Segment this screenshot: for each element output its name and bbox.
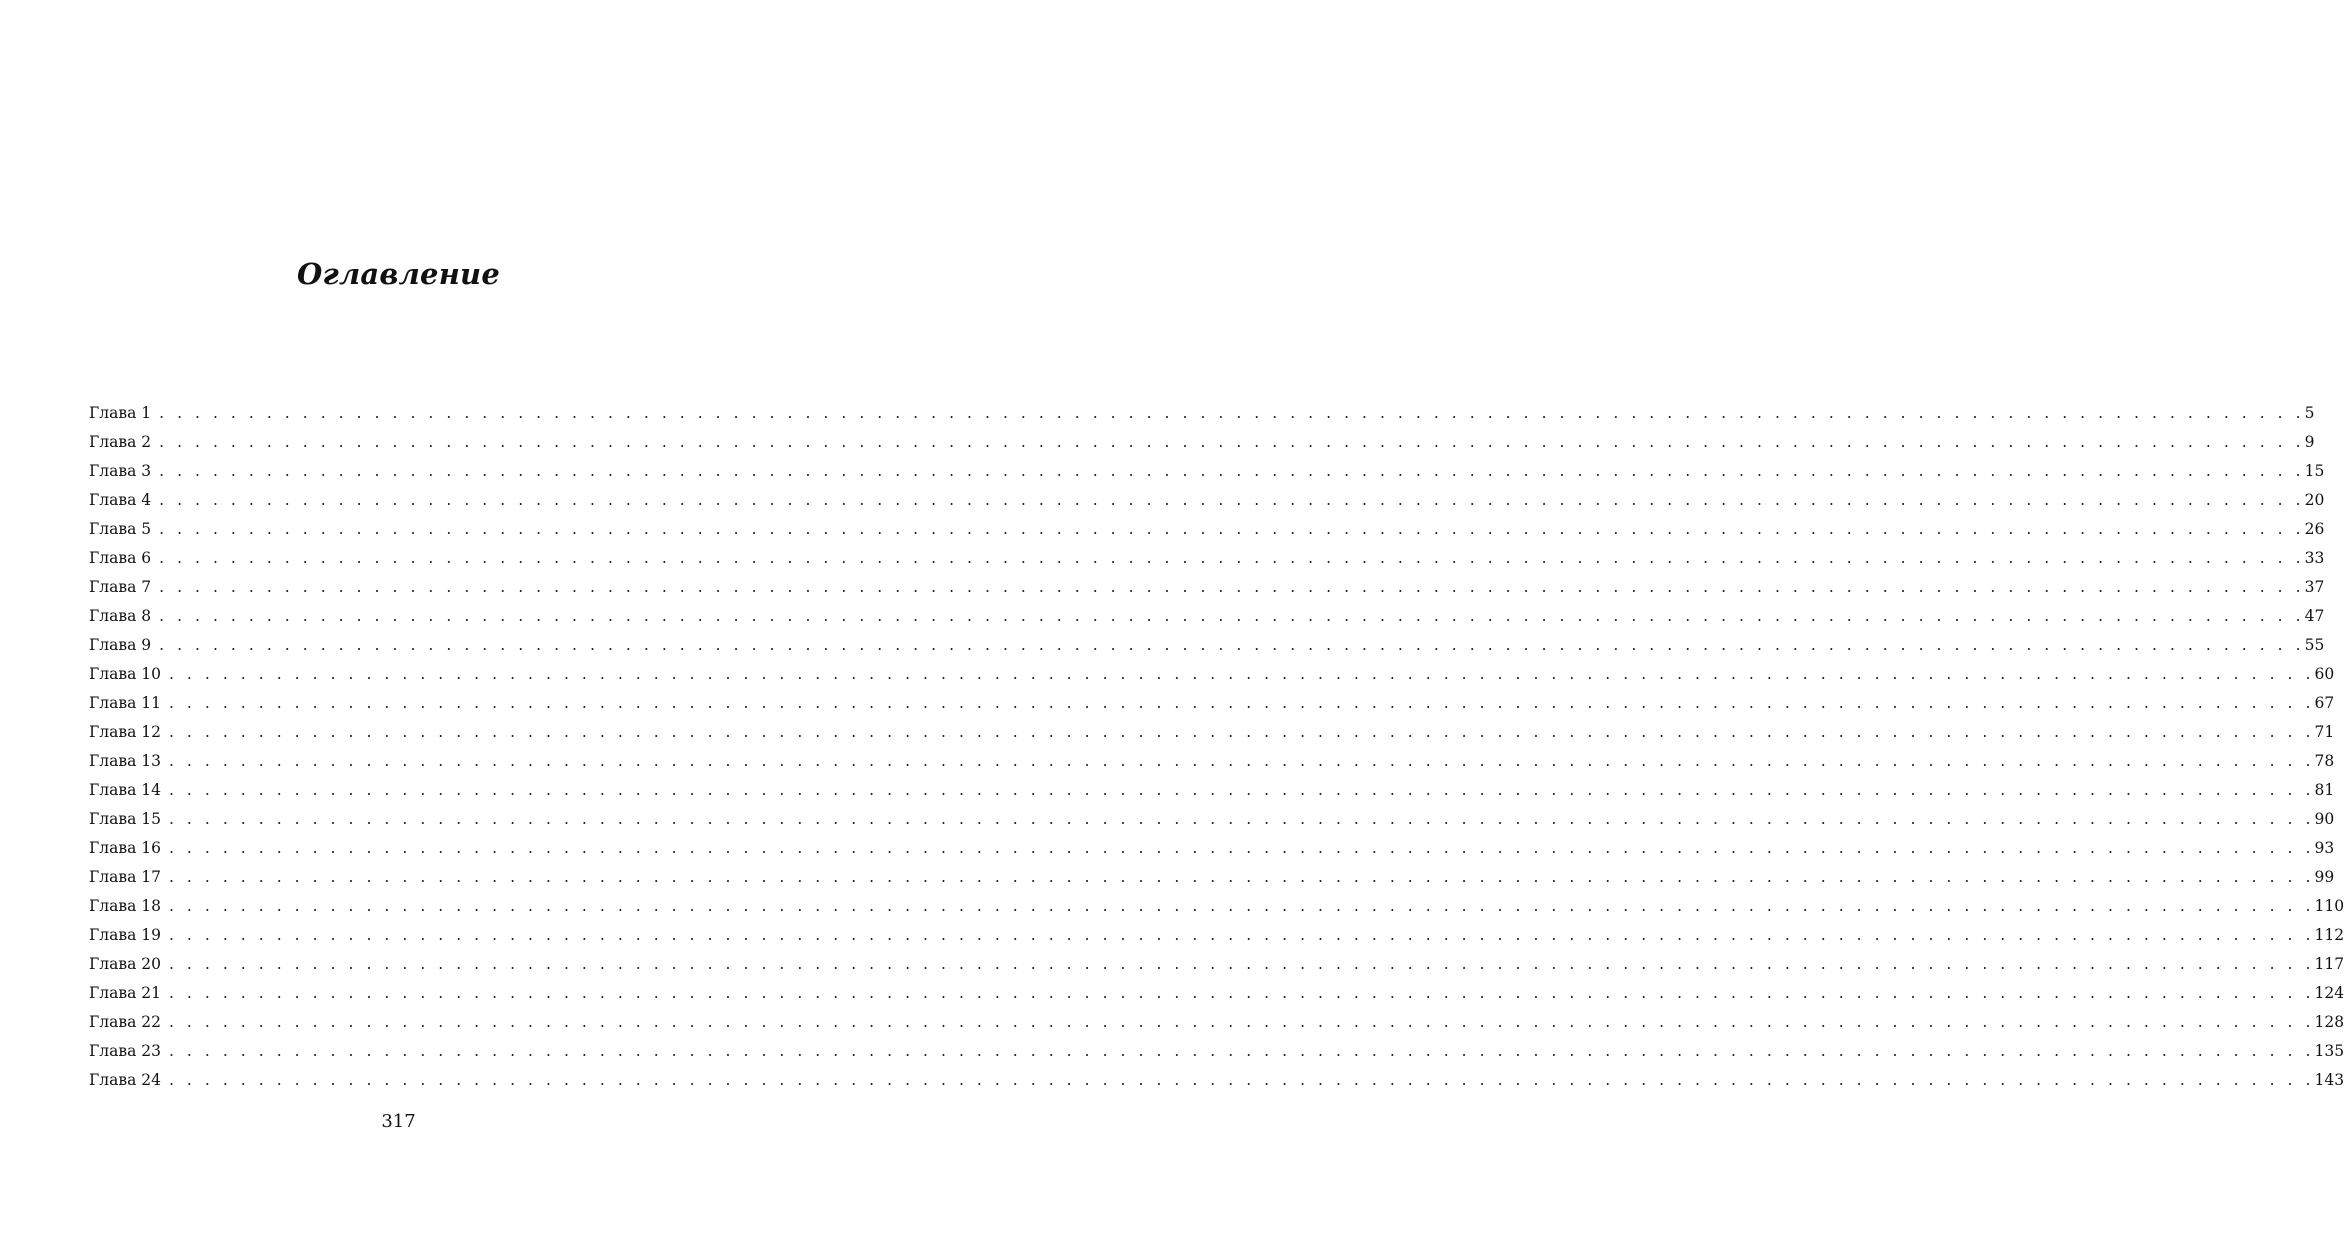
toc-entry-page: 135 <box>2314 1042 2344 1060</box>
toc-entry-label: Глава 11 <box>89 694 161 712</box>
toc-entry-label: Глава 6 <box>89 549 152 567</box>
toc-leader-dots: . . . . . . . . . . . . . . . . . . . . . . . . . . . . . . . . . . . . . . . . . . . . . . . . . . . . . . . . . . . . . . . . . . . . . . . . . . . . . . . . . . . . . . . . . . . . . . . . . . . . . . . . . . . . . . . . . . . . . . . . <box>168 1071 2315 1089</box>
toc-leader-dots: . . . . . . . . . . . . . . . . . . . . . . . . . . . . . . . . . . . . . . . . . . . . . . . . . . . . . . . . . . . . . . . . . . . . . . . . . . . . . . . . . . . . . . . . . . . . . . . . . . . . . . . . . . . . . . . . . . . . . . . . <box>159 636 2305 654</box>
toc-entry-page: 71 <box>2314 723 2335 741</box>
toc-entry-label: Глава 21 <box>89 984 161 1002</box>
toc-leader-dots: . . . . . . . . . . . . . . . . . . . . . . . . . . . . . . . . . . . . . . . . . . . . . . . . . . . . . . . . . . . . . . . . . . . . . . . . . . . . . . . . . . . . . . . . . . . . . . . . . . . . . . . . . . . . . . . . . . . . . . . . <box>168 839 2315 857</box>
toc-entry-label: Глава 18 <box>89 897 161 915</box>
toc-entry-page: 47 <box>2304 607 2325 625</box>
toc-entry-label: Глава 23 <box>89 1042 161 1060</box>
toc-entry[interactable] <box>89 805 2335 834</box>
toc-entry[interactable] <box>89 979 2344 1008</box>
toc-entry-label: Глава 15 <box>89 810 161 828</box>
toc-entry[interactable] <box>89 747 2335 776</box>
toc-entry-label: Глава 19 <box>89 926 161 944</box>
toc-entry[interactable] <box>89 457 2325 486</box>
toc-entry[interactable] <box>89 544 2325 573</box>
toc-entry-page: 33 <box>2304 549 2325 567</box>
toc-entry-page: 99 <box>2314 868 2335 886</box>
toc-leader-dots: . . . . . . . . . . . . . . . . . . . . . . . . . . . . . . . . . . . . . . . . . . . . . . . . . . . . . . . . . . . . . . . . . . . . . . . . . . . . . . . . . . . . . . . . . . . . . . . . . . . . . . . . . . . . . . . . . . . . . . . . <box>168 810 2315 828</box>
toc-leader-dots: . . . . . . . . . . . . . . . . . . . . . . . . . . . . . . . . . . . . . . . . . . . . . . . . . . . . . . . . . . . . . . . . . . . . . . . . . . . . . . . . . . . . . . . . . . . . . . . . . . . . . . . . . . . . . . . . . . . . . . . . <box>159 607 2305 625</box>
toc-entry-page: 124 <box>2314 984 2344 1002</box>
toc-entry-page: 20 <box>2304 491 2325 509</box>
toc-entry-label: Глава 8 <box>89 607 152 625</box>
toc-entry[interactable] <box>89 1066 2344 1095</box>
toc-entry-label: Глава 4 <box>89 491 152 509</box>
toc-leader-dots: . . . . . . . . . . . . . . . . . . . . . . . . . . . . . . . . . . . . . . . . . . . . . . . . . . . . . . . . . . . . . . . . . . . . . . . . . . . . . . . . . . . . . . . . . . . . . . . . . . . . . . . . . . . . . . . . . . . . . . . . <box>168 1013 2315 1031</box>
toc-entry-label: Глава 14 <box>89 781 161 799</box>
toc-leader-dots: . . . . . . . . . . . . . . . . . . . . . . . . . . . . . . . . . . . . . . . . . . . . . . . . . . . . . . . . . . . . . . . . . . . . . . . . . . . . . . . . . . . . . . . . . . . . . . . . . . . . . . . . . . . . . . . . . . . . . . . . <box>168 984 2315 1002</box>
toc-entry-label: Глава 20 <box>89 955 161 973</box>
toc-entry-page: 37 <box>2304 578 2325 596</box>
toc-entry-label: Глава 2 <box>89 433 152 451</box>
toc-leader-dots: . . . . . . . . . . . . . . . . . . . . . . . . . . . . . . . . . . . . . . . . . . . . . . . . . . . . . . . . . . . . . . . . . . . . . . . . . . . . . . . . . . . . . . . . . . . . . . . . . . . . . . . . . . . . . . . . . . . . . . . . <box>159 404 2305 422</box>
toc-entry-label: Глава 10 <box>89 665 161 683</box>
table-of-contents <box>89 399 2344 1095</box>
toc-entry[interactable] <box>89 1037 2344 1066</box>
toc-entry-label: Глава 13 <box>89 752 161 770</box>
toc-entry-label: Глава 5 <box>89 520 152 538</box>
toc-leader-dots: . . . . . . . . . . . . . . . . . . . . . . . . . . . . . . . . . . . . . . . . . . . . . . . . . . . . . . . . . . . . . . . . . . . . . . . . . . . . . . . . . . . . . . . . . . . . . . . . . . . . . . . . . . . . . . . . . . . . . . . . <box>168 723 2315 741</box>
toc-entry-label: Глава 7 <box>89 578 152 596</box>
toc-entry[interactable] <box>89 950 2344 979</box>
toc-leader-dots: . . . . . . . . . . . . . . . . . . . . . . . . . . . . . . . . . . . . . . . . . . . . . . . . . . . . . . . . . . . . . . . . . . . . . . . . . . . . . . . . . . . . . . . . . . . . . . . . . . . . . . . . . . . . . . . . . . . . . . . . <box>168 752 2315 770</box>
toc-leader-dots: . . . . . . . . . . . . . . . . . . . . . . . . . . . . . . . . . . . . . . . . . . . . . . . . . . . . . . . . . . . . . . . . . . . . . . . . . . . . . . . . . . . . . . . . . . . . . . . . . . . . . . . . . . . . . . . . . . . . . . . . <box>159 549 2305 567</box>
toc-entry[interactable] <box>89 834 2335 863</box>
toc-entry-page: 143 <box>2314 1071 2344 1089</box>
toc-entry[interactable] <box>89 486 2325 515</box>
toc-entry-page: 15 <box>2304 462 2325 480</box>
toc-entry-page: 90 <box>2314 810 2335 828</box>
toc-entry-page: 81 <box>2314 781 2335 799</box>
toc-leader-dots: . . . . . . . . . . . . . . . . . . . . . . . . . . . . . . . . . . . . . . . . . . . . . . . . . . . . . . . . . . . . . . . . . . . . . . . . . . . . . . . . . . . . . . . . . . . . . . . . . . . . . . . . . . . . . . . . . . . . . . . . <box>159 491 2305 509</box>
toc-entry-label: Глава 3 <box>89 462 152 480</box>
toc-entry-label: Глава 22 <box>89 1013 161 1031</box>
toc-entry[interactable] <box>89 863 2335 892</box>
toc-entry-page: 110 <box>2314 897 2344 915</box>
toc-entry-page: 78 <box>2314 752 2335 770</box>
toc-leader-dots: . . . . . . . . . . . . . . . . . . . . . . . . . . . . . . . . . . . . . . . . . . . . . . . . . . . . . . . . . . . . . . . . . . . . . . . . . . . . . . . . . . . . . . . . . . . . . . . . . . . . . . . . . . . . . . . . . . . . . . . . <box>168 1042 2315 1060</box>
toc-entry[interactable] <box>89 515 2325 544</box>
toc-entry[interactable] <box>89 428 2315 457</box>
toc-entry-page: 9 <box>2304 433 2315 451</box>
toc-entry-page: 117 <box>2314 955 2344 973</box>
toc-entry[interactable] <box>89 921 2344 950</box>
toc-leader-dots: . . . . . . . . . . . . . . . . . . . . . . . . . . . . . . . . . . . . . . . . . . . . . . . . . . . . . . . . . . . . . . . . . . . . . . . . . . . . . . . . . . . . . . . . . . . . . . . . . . . . . . . . . . . . . . . . . . . . . . . . <box>159 520 2305 538</box>
toc-entry-page: 67 <box>2314 694 2335 712</box>
toc-entry-label: Глава 17 <box>89 868 161 886</box>
toc-leader-dots: . . . . . . . . . . . . . . . . . . . . . . . . . . . . . . . . . . . . . . . . . . . . . . . . . . . . . . . . . . . . . . . . . . . . . . . . . . . . . . . . . . . . . . . . . . . . . . . . . . . . . . . . . . . . . . . . . . . . . . . . <box>168 781 2315 799</box>
toc-entry-page: 5 <box>2304 404 2315 422</box>
toc-leader-dots: . . . . . . . . . . . . . . . . . . . . . . . . . . . . . . . . . . . . . . . . . . . . . . . . . . . . . . . . . . . . . . . . . . . . . . . . . . . . . . . . . . . . . . . . . . . . . . . . . . . . . . . . . . . . . . . . . . . . . . . . <box>168 868 2315 886</box>
toc-leader-dots: . . . . . . . . . . . . . . . . . . . . . . . . . . . . . . . . . . . . . . . . . . . . . . . . . . . . . . . . . . . . . . . . . . . . . . . . . . . . . . . . . . . . . . . . . . . . . . . . . . . . . . . . . . . . . . . . . . . . . . . . <box>168 694 2315 712</box>
toc-entry-page: 112 <box>2314 926 2344 944</box>
toc-entry[interactable] <box>89 892 2344 921</box>
page-title: Оглавление <box>297 257 500 291</box>
toc-entry[interactable] <box>89 718 2335 747</box>
toc-leader-dots: . . . . . . . . . . . . . . . . . . . . . . . . . . . . . . . . . . . . . . . . . . . . . . . . . . . . . . . . . . . . . . . . . . . . . . . . . . . . . . . . . . . . . . . . . . . . . . . . . . . . . . . . . . . . . . . . . . . . . . . . <box>168 665 2315 683</box>
toc-entry-label: Глава 24 <box>89 1071 161 1089</box>
toc-entry-page: 55 <box>2304 636 2325 654</box>
toc-entry-page: 93 <box>2314 839 2335 857</box>
toc-entry[interactable] <box>89 776 2335 805</box>
toc-entry[interactable] <box>89 573 2325 602</box>
toc-entry-page: 26 <box>2304 520 2325 538</box>
toc-entry-page: 128 <box>2314 1013 2344 1031</box>
toc-entry[interactable] <box>89 399 2315 428</box>
toc-leader-dots: . . . . . . . . . . . . . . . . . . . . . . . . . . . . . . . . . . . . . . . . . . . . . . . . . . . . . . . . . . . . . . . . . . . . . . . . . . . . . . . . . . . . . . . . . . . . . . . . . . . . . . . . . . . . . . . . . . . . . . . . <box>168 955 2315 973</box>
toc-leader-dots: . . . . . . . . . . . . . . . . . . . . . . . . . . . . . . . . . . . . . . . . . . . . . . . . . . . . . . . . . . . . . . . . . . . . . . . . . . . . . . . . . . . . . . . . . . . . . . . . . . . . . . . . . . . . . . . . . . . . . . . . <box>168 897 2315 915</box>
toc-entry-label: Глава 16 <box>89 839 161 857</box>
toc-leader-dots: . . . . . . . . . . . . . . . . . . . . . . . . . . . . . . . . . . . . . . . . . . . . . . . . . . . . . . . . . . . . . . . . . . . . . . . . . . . . . . . . . . . . . . . . . . . . . . . . . . . . . . . . . . . . . . . . . . . . . . . . <box>159 578 2305 596</box>
toc-entry[interactable] <box>89 602 2325 631</box>
toc-entry-label: Глава 9 <box>89 636 152 654</box>
toc-entry[interactable] <box>89 631 2325 660</box>
toc-entry[interactable] <box>89 689 2335 718</box>
toc-leader-dots: . . . . . . . . . . . . . . . . . . . . . . . . . . . . . . . . . . . . . . . . . . . . . . . . . . . . . . . . . . . . . . . . . . . . . . . . . . . . . . . . . . . . . . . . . . . . . . . . . . . . . . . . . . . . . . . . . . . . . . . . <box>159 462 2305 480</box>
toc-entry[interactable] <box>89 660 2335 689</box>
toc-entry-label: Глава 12 <box>89 723 161 741</box>
toc-leader-dots: . . . . . . . . . . . . . . . . . . . . . . . . . . . . . . . . . . . . . . . . . . . . . . . . . . . . . . . . . . . . . . . . . . . . . . . . . . . . . . . . . . . . . . . . . . . . . . . . . . . . . . . . . . . . . . . . . . . . . . . . <box>168 926 2315 944</box>
page-number: 317 <box>381 1111 416 1132</box>
toc-entry[interactable] <box>89 1008 2344 1037</box>
toc-entry-label: Глава 1 <box>89 404 152 422</box>
toc-entry-page: 60 <box>2314 665 2335 683</box>
toc-leader-dots: . . . . . . . . . . . . . . . . . . . . . . . . . . . . . . . . . . . . . . . . . . . . . . . . . . . . . . . . . . . . . . . . . . . . . . . . . . . . . . . . . . . . . . . . . . . . . . . . . . . . . . . . . . . . . . . . . . . . . . . . <box>159 433 2305 451</box>
